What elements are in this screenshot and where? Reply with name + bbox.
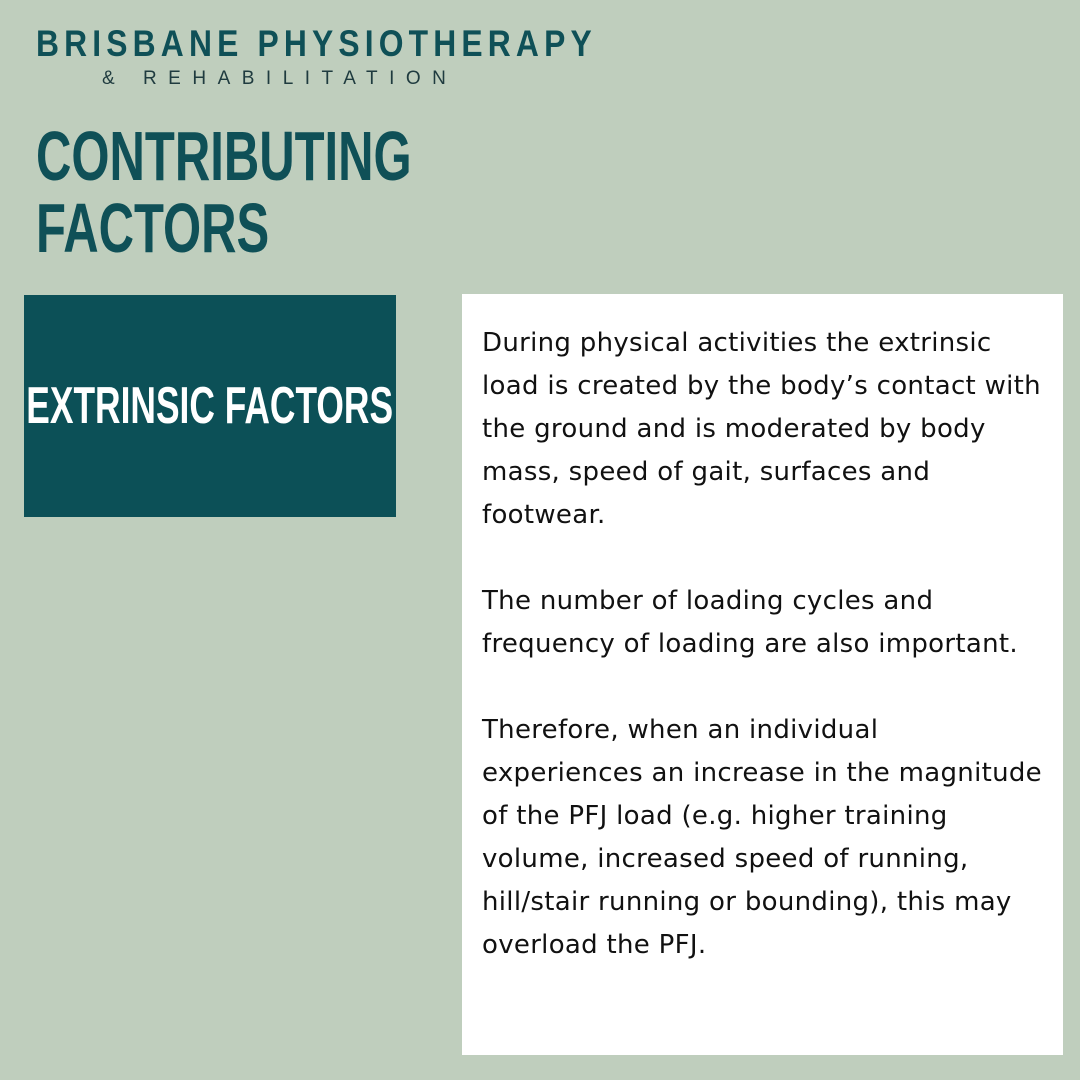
page-title-line-1: CONTRIBUTING <box>36 117 412 195</box>
page-title <box>36 117 412 267</box>
content-paragraph-3: Therefore, when an individual experiences an increase in the magnitude of the PFJ load (e.g. higher training volume, increased speed of running, hill/stair running or bounding), this may overload the PFJ. <box>482 715 1042 960</box>
content-paragraph-2: The number of loading cycles and frequency of loading are also important. <box>482 586 1018 659</box>
brand-name: BRISBANE PHYSIOTHERAPY <box>36 23 597 64</box>
page-title-line-2: FACTORS <box>36 189 270 267</box>
brand-logo <box>36 22 597 92</box>
section-label: EXTRINSIC FACTORS <box>26 377 394 435</box>
content-paragraph-1: During physical activities the extrinsic load is created by the body’s contact with the ground and is moderated by body mass, speed of gait, surfaces and footwear. <box>482 328 1041 530</box>
brand-subtitle: & REHABILITATION <box>102 68 458 89</box>
section-label-box <box>24 295 396 517</box>
content-card <box>462 294 1063 1055</box>
